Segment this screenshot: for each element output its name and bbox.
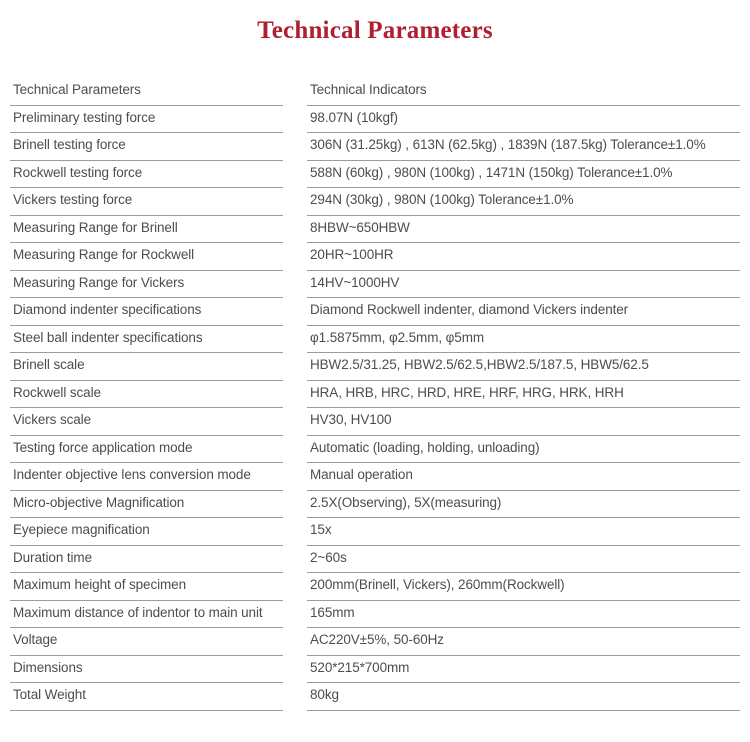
value-cell: 2~60s [307,546,740,574]
param-column-header: Technical Parameters [10,78,283,106]
value-cell: 15x [307,518,740,546]
value-cell: 80kg [307,683,740,711]
value-cell: 294N (30kg) , 980N (100kg) Tolerance±1.0% [307,188,740,216]
param-cell: Measuring Range for Rockwell [10,243,283,271]
param-cell: Brinell scale [10,353,283,381]
value-column-header: Technical Indicators [307,78,740,106]
param-cell: Preliminary testing force [10,106,283,134]
value-cell: HBW2.5/31.25, HBW2.5/62.5,HBW2.5/187.5, HBW5/62.5 [307,353,740,381]
value-cell: 8HBW~650HBW [307,216,740,244]
value-cell: 520*215*700mm [307,656,740,684]
param-cell: Measuring Range for Brinell [10,216,283,244]
param-cell: Voltage [10,628,283,656]
param-cell: Micro-objective Magnification [10,491,283,519]
param-cell: Rockwell testing force [10,161,283,189]
param-cell: Steel ball indenter specifications [10,326,283,354]
param-cell: Dimensions [10,656,283,684]
param-cell: Total Weight [10,683,283,711]
value-cell: 588N (60kg) , 980N (100kg) , 1471N (150kg) Tolerance±1.0% [307,161,740,189]
param-cell: Eyepiece magnification [10,518,283,546]
param-cell: Rockwell scale [10,381,283,409]
param-cell: Testing force application mode [10,436,283,464]
value-cell: 2.5X(Observing), 5X(measuring) [307,491,740,519]
param-cell: Maximum height of specimen [10,573,283,601]
param-cell: Measuring Range for Vickers [10,271,283,299]
param-cell: Brinell testing force [10,133,283,161]
value-cell: 98.07N (10kgf) [307,106,740,134]
page-title: Technical Parameters [257,17,493,44]
param-cell: Maximum distance of indentor to main unit [10,601,283,629]
value-cell: HRA, HRB, HRC, HRD, HRE, HRF, HRG, HRK, HRH [307,381,740,409]
param-cell: Vickers scale [10,408,283,436]
value-cell: HV30, HV100 [307,408,740,436]
param-cell: Indenter objective lens conversion mode [10,463,283,491]
value-cell: Diamond Rockwell indenter, diamond Vickers indenter [307,298,740,326]
value-cell: Automatic (loading, holding, unloading) [307,436,740,464]
spec-table [10,78,750,711]
value-cell: 306N (31.25kg) , 613N (62.5kg) , 1839N (187.5kg) Tolerance±1.0% [307,133,740,161]
value-cell: AC220V±5%, 50-60Hz [307,628,740,656]
param-cell: Diamond indenter specifications [10,298,283,326]
value-cell: φ1.5875mm, φ2.5mm, φ5mm [307,326,740,354]
param-cell: Vickers testing force [10,188,283,216]
value-cell: 165mm [307,601,740,629]
value-cell: 14HV~1000HV [307,271,740,299]
value-cell: Manual operation [307,463,740,491]
param-cell: Duration time [10,546,283,574]
value-cell: 200mm(Brinell, Vickers), 260mm(Rockwell) [307,573,740,601]
value-cell: 20HR~100HR [307,243,740,271]
